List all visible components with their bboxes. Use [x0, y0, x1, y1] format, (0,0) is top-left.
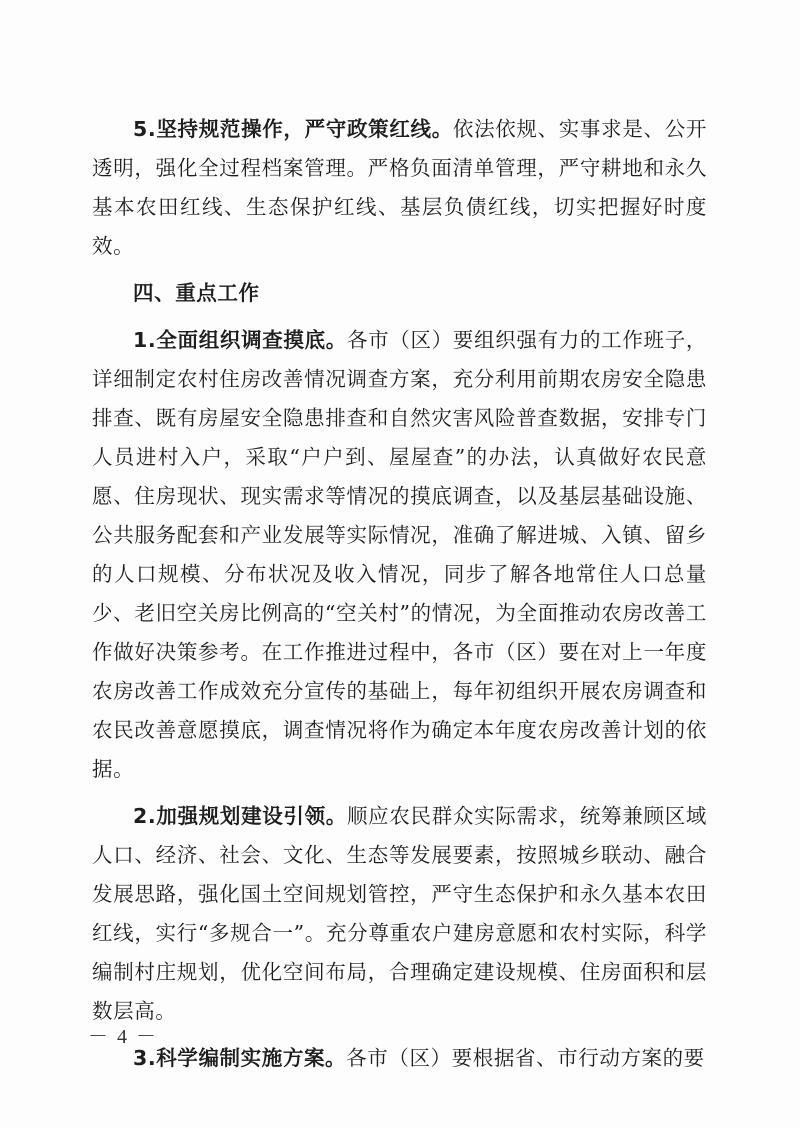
document-body — [92, 110, 707, 1086]
paragraph-lead: 2.加强规划建设引领。 — [133, 804, 347, 828]
paragraph-text: 顺应农民群众实际需求，统筹兼顾区域人口、经济、社会、文化、生态等发展要素，按照城乡联动、融合发展思路，强化国土空间规划管控，严守生态保护和永久基本农田红线，实行“多规合一”。充分尊重农户建房意愿和农村实际，科学编制村庄规划，优化空间布局，合理确定建设规模、住房面积和层数层高。 — [92, 804, 708, 1023]
paragraph-text: 各市（区）要根据省、市行动方案的要 — [346, 1046, 705, 1070]
paragraph-work-2 — [92, 797, 707, 1031]
paragraph-lead: 5.坚持规范操作，严守政策红线。 — [133, 117, 453, 141]
paragraph-text: 各市（区）要组织强有力的工作班子，详细制定农村住房改善情况调查方案，充分利用前期农房安全隐患排查、既有房屋安全隐患排查和自然灾害风险普查数据，安排专门人员进村入户，采取“户户到、屋屋查”的办法，认真做好农民意愿、住房现状、现实需求等情况的摸底调查，以及基层基础设施、公共服务配套和产业发展等实际情况，准确了解进城、入镇、留乡的人口规模、分布状况及收入情况，同步了解各地常住人口总量少、老旧空关房比例高的“空关村”的情况，为全面推动农房改善工作做好决策参考。在工作推进过程中，各市（区）要在对上一年度农房改善工作成效充分宣传的基础上，每年初组织开展农房调查和农民改善意愿摸底，调查情况将作为确定本年度农房改善计划的依据。 — [92, 328, 708, 781]
paragraph-lead: 1.全面组织调查摸底。 — [133, 328, 347, 352]
section-heading: 四、重点工作 — [133, 281, 260, 305]
paragraph-lead: 3.科学编制实施方案。 — [133, 1046, 347, 1070]
paragraph-principle-5 — [92, 110, 707, 266]
paragraph-work-3 — [92, 1039, 707, 1078]
paragraph-work-1 — [92, 321, 707, 789]
paragraph-text: 依法依规、实事求是、公开透明，强化全过程档案管理。严格负面清单管理，严守耕地和永久基本农田红线、生态保护红线、基层负债红线，切实把握好时度效。 — [92, 117, 707, 258]
page-number: － 4 － — [88, 1026, 158, 1048]
